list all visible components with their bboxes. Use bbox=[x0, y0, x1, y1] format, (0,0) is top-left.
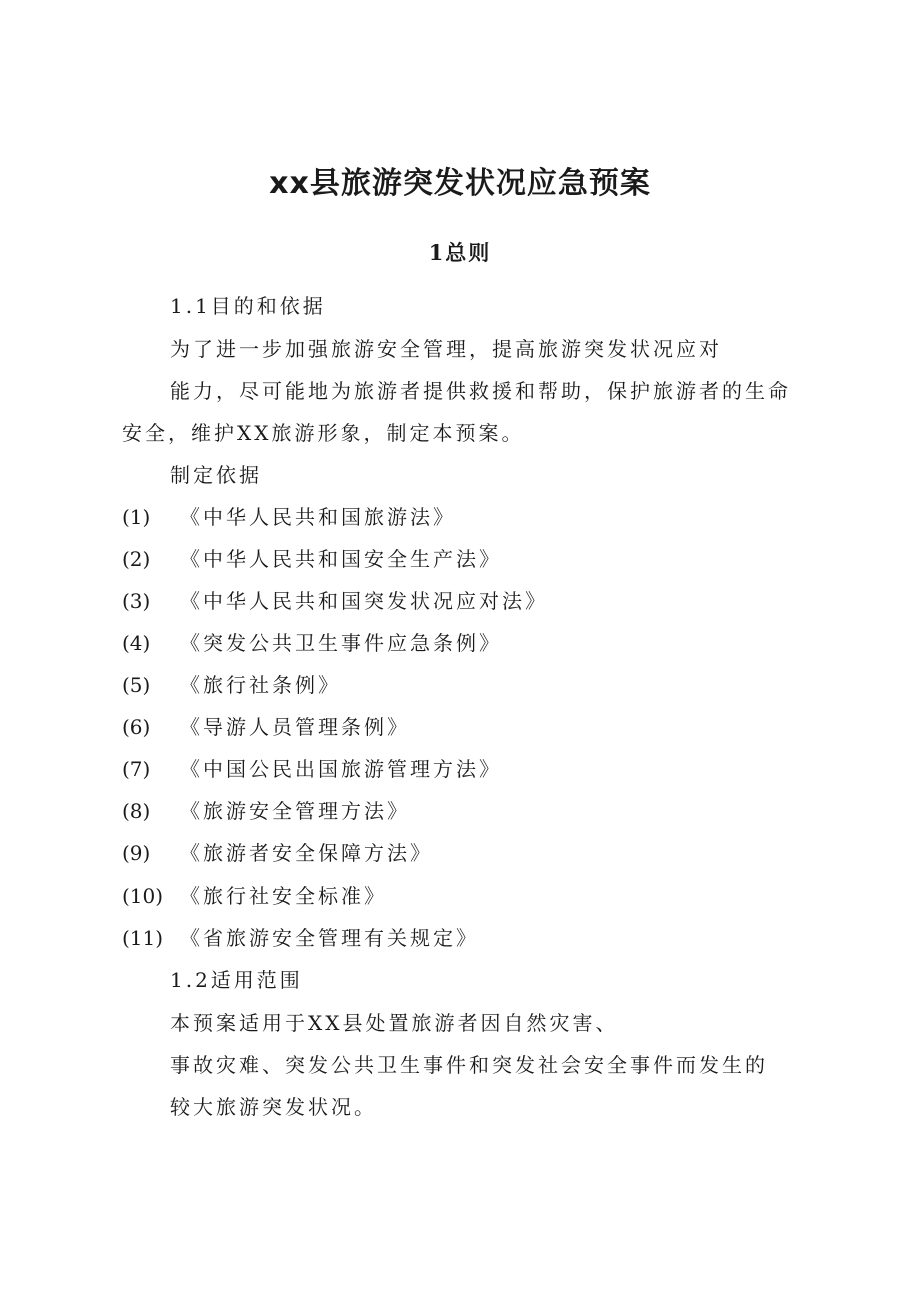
reference-title: 《中华人民共和国突发状况应对法》 bbox=[180, 589, 548, 613]
paragraph-line: 为了进一步加强旅游安全管理，提高旅游突发状况应对 bbox=[170, 337, 722, 361]
reference-number: (3) bbox=[122, 589, 151, 613]
paragraph-line: 事故灾难、突发公共卫生事件和突发社会安全事件而发生的 bbox=[170, 1053, 768, 1077]
reference-number: (8) bbox=[122, 799, 151, 823]
reference-number: (10) bbox=[122, 884, 164, 908]
reference-number: (9) bbox=[122, 841, 151, 865]
chapter-heading: 1总则 bbox=[428, 240, 492, 265]
reference-number: (2) bbox=[122, 547, 151, 571]
reference-title: 《旅游者安全保障方法》 bbox=[180, 841, 433, 865]
paragraph-line: 较大旅游突发状况。 bbox=[170, 1095, 377, 1119]
reference-number: (11) bbox=[122, 926, 164, 950]
reference-title: 《省旅游安全管理有关规定》 bbox=[180, 926, 479, 950]
paragraph-line: 本预案适用于XX县处置旅游者因自然灾害、 bbox=[170, 1011, 619, 1035]
reference-title: 《旅行社安全标准》 bbox=[180, 884, 387, 908]
reference-title: 《旅行社条例》 bbox=[180, 673, 341, 697]
reference-title: 《中国公民出国旅游管理方法》 bbox=[180, 757, 502, 781]
reference-title: 《导游人员管理条例》 bbox=[180, 715, 410, 739]
reference-number: (5) bbox=[122, 673, 151, 697]
reference-title: 《旅游安全管理方法》 bbox=[180, 799, 410, 823]
reference-number: (6) bbox=[122, 715, 151, 739]
section-1-2-heading: 1.2适用范围 bbox=[170, 968, 303, 992]
reference-title: 《中华人民共和国安全生产法》 bbox=[180, 547, 502, 571]
basis-label: 制定依据 bbox=[170, 463, 262, 487]
reference-number: (7) bbox=[122, 757, 151, 781]
reference-title: 《中华人民共和国旅游法》 bbox=[180, 505, 456, 529]
section-1-1-heading: 1.1目的和依据 bbox=[170, 294, 326, 318]
reference-title: 《突发公共卫生事件应急条例》 bbox=[180, 631, 502, 655]
paragraph-line: 能力，尽可能地为旅游者提供救援和帮助，保护旅游者的生命 bbox=[170, 379, 791, 403]
paragraph-line: 安全，维护XX旅游形象，制定本预案。 bbox=[122, 421, 525, 445]
reference-number: (1) bbox=[122, 505, 151, 529]
reference-number: (4) bbox=[122, 631, 151, 655]
document-title: xx县旅游突发状况应急预案 bbox=[269, 166, 651, 201]
